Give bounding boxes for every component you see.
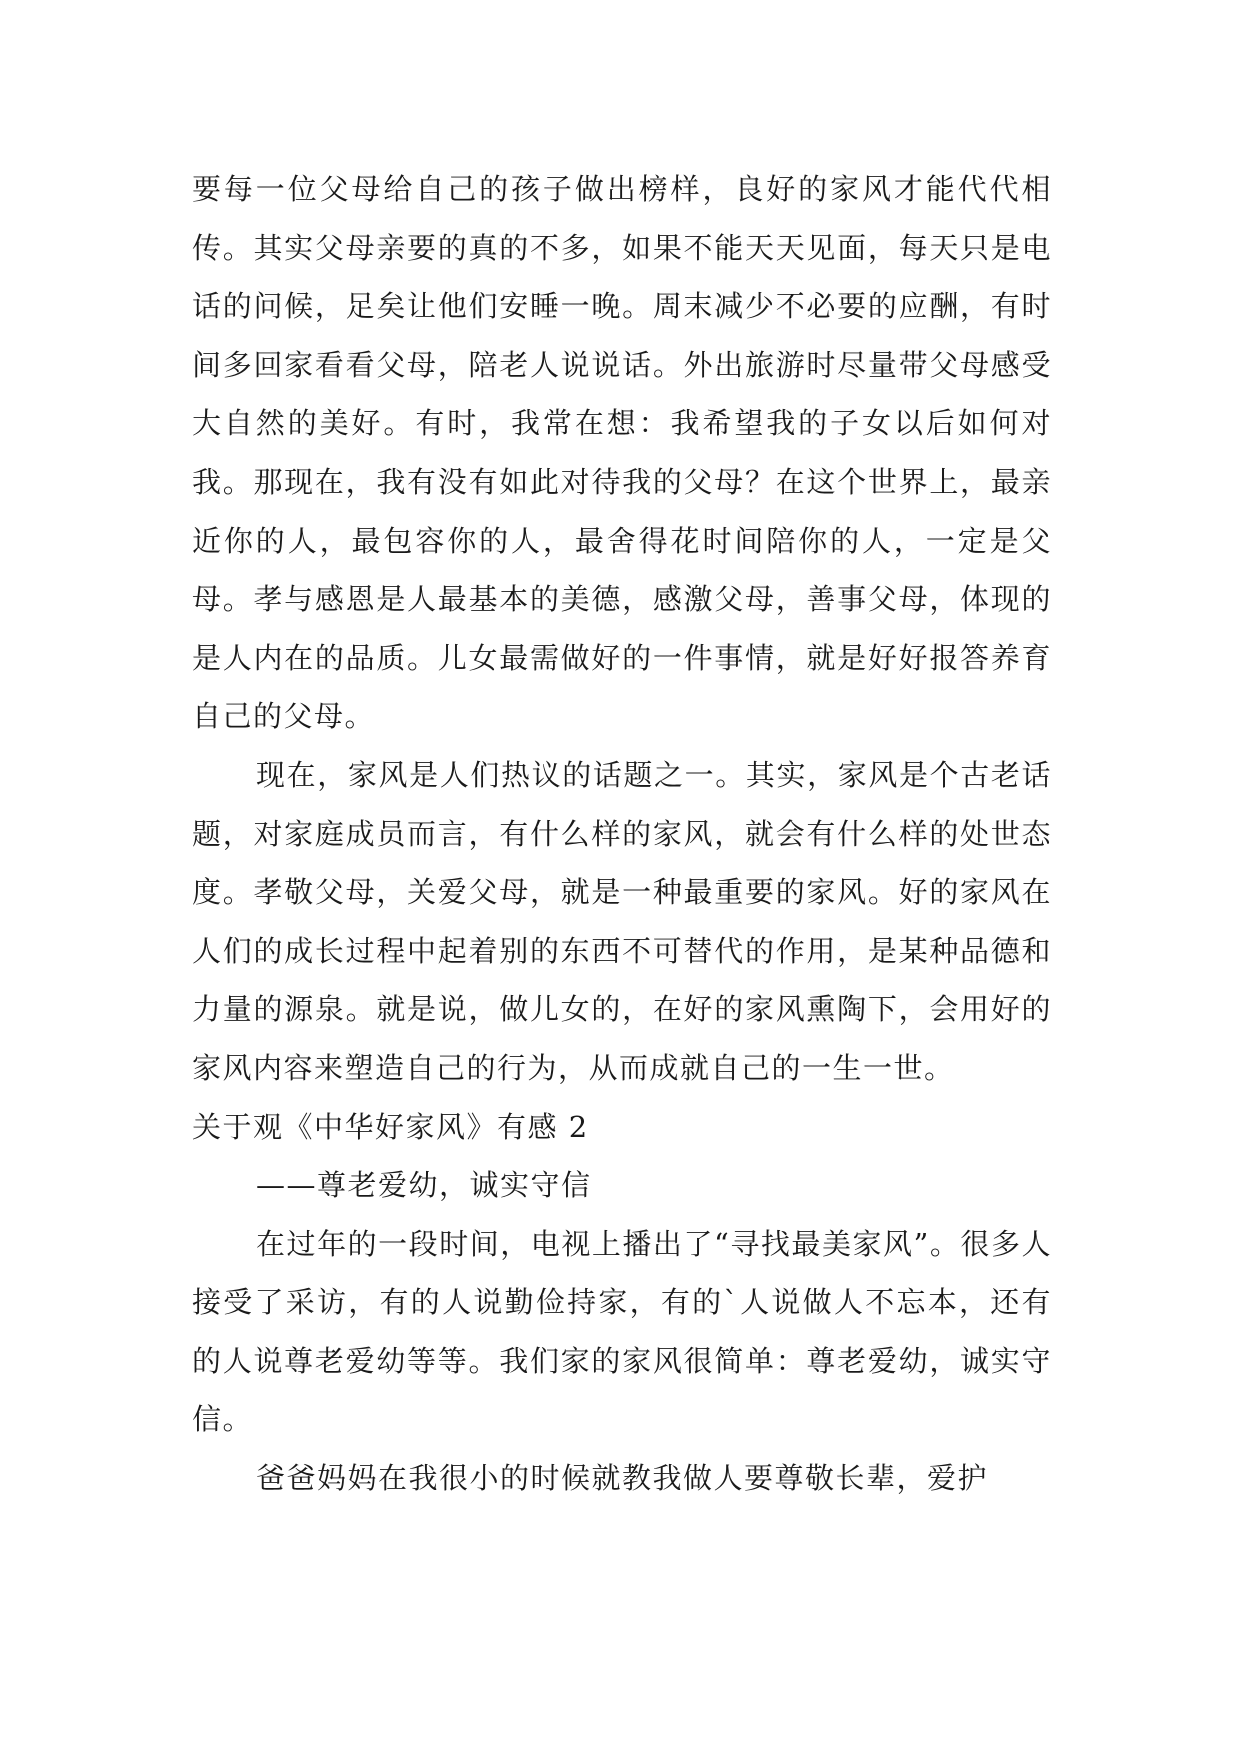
paragraph-3: 在过年的一段时间，电视上播出了“寻找最美家风”。很多人接受了采访，有的人说勤俭持家，有的`人说做人不忘本，还有的人说尊老爱幼等等。我们家的家风很简单：尊老爱幼，诚实守信。 [192,1226,1052,1437]
section-title: 关于观《中华好家风》有感 2 [192,1109,589,1144]
section-subtitle: ——尊老爱幼，诚实守信 [256,1168,592,1203]
paragraph-4: 爸爸妈妈在我很小的时候就教我做人要尊敬长辈，爱护 [256,1461,989,1496]
paragraph-2: 现在，家风是人们热议的话题之一。其实，家风是个古老话题，对家庭成员而言，有什么样的家风，就会有什么样的处世态度。孝敬父母，关爱父母，就是一种最重要的家风。好的家风在人们的成长过程中起着别的东西不可替代的作用，是某种品德和力量的源泉。就是说，做儿女的，在好的家风熏陶下，会用好的家风内容来塑造自己的行为，从而成就自己的一生一世。 [192,757,1052,1085]
document-body [192,160,1052,1508]
paragraph-1: 要每一位父母给自己的孩子做出榜样，良好的家风才能代代相传。其实父母亲要的真的不多，如果不能天天见面，每天只是电话的问候，足矣让他们安睡一晚。周末减少不必要的应酬，有时间多回家看看父母，陪老人说说话。外出旅游时尽量带父母感受大自然的美好。有时，我常在想：我希望我的子女以后如何对我。那现在，我有没有如此对待我的父母？在这个世界上，最亲近你的人，最包容你的人，最舍得花时间陪你的人，一定是父母。孝与感恩是人最基本的美德，感激父母，善事父母，体现的是人内在的品质。儿女最需做好的一件事情，就是好好报答养育自己的父母。 [192,172,1052,734]
